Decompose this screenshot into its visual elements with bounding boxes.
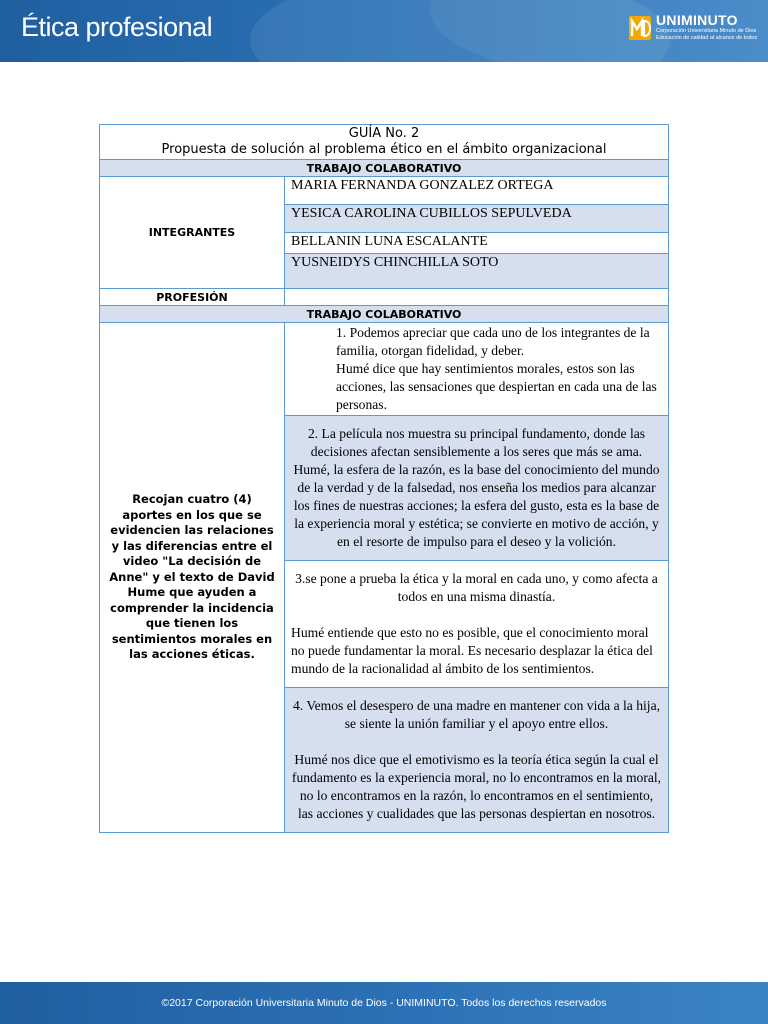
aporte-4-paragraph-2: Humé nos dice que el emotivismo es la teoría ética según la cual el fundamento es la experiencia moral, no lo encontramos en la moral, no lo encontramos en la razón, lo encontramos en el sentimiento, las acciones y cualidades que las personas despiertan en nosotros. (291, 752, 662, 821)
aporte-4 (285, 688, 669, 833)
paragraph-gap (291, 606, 662, 624)
logo-tagline-1: Corporación Universitaria Minuto de Dios (656, 28, 757, 34)
aporte-2-paragraph-1: 2. La película nos muestra su principal fundamento, donde las decisiones afectan sensiblemente a los seres que más se ama. Humé, la esfera de la razón, es la base del conocimiento del mundo de la verdad y de la falsedad, nos enseña los medios para alcanzar los fines de nuestras acciones; la esfera del gusto, esta es la base de la experiencia moral y estética; se convierte en motivo de acción, y en el resorte de impulso para el deseo y la volición. (293, 426, 660, 549)
paragraph-gap (291, 733, 662, 751)
footer-bar (0, 982, 768, 1024)
guide-number: GUÍA No. 2 (348, 126, 420, 141)
guide-title-cell (100, 125, 669, 160)
aporte-2 (285, 416, 669, 561)
header-title: Ética profesional (21, 12, 213, 42)
aporte-1-paragraph-1: 1. Podemos apreciar que cada uno de los integrantes de la familia, otorgan fidelidad, y deber. (336, 325, 650, 358)
aporte-3 (285, 561, 669, 688)
guide-table (99, 124, 669, 833)
member-name: YESICA CAROLINA CUBILLOS SEPULVEDA (285, 205, 669, 233)
profesion-value (285, 289, 669, 306)
aporte-3-paragraph-1: 3.se pone a prueba la ética y la moral en cada uno, y como afecta a todos en una misma dinastía. (295, 571, 658, 604)
assignment-question: Recojan cuatro (4) aportes en los que se evidencien las relaciones y las diferencias entre el video "La decisión de Anne" y el texto de David Hume que ayuden a comprender la incidencia que tienen los sentimientos morales en las acciones éticas. (100, 323, 285, 833)
guide-subtitle: Propuesta de solución al problema ético en el ámbito organizacional (161, 142, 607, 157)
member-name: MARIA FERNANDA GONZALEZ ORTEGA (285, 177, 669, 205)
aporte-1-paragraph-2: Humé dice que hay sentimientos morales, estos son las acciones, las sensaciones que despiertan en cada una de las personas. (336, 361, 657, 412)
header-bar (0, 0, 768, 62)
member-name: YUSNEIDYS CHINCHILLA SOTO (285, 254, 669, 289)
logo-tagline-2: Educación de calidad al alcance de todos (656, 35, 758, 41)
aporte-4-paragraph-1: 4. Vemos el desespero de una madre en mantener con vida a la hija, se siente la unión familiar y el apoyo entre ellos. (292, 698, 661, 731)
section-header: TRABAJO COLABORATIVO (100, 160, 669, 177)
footer-copyright: ©2017 Corporación Universitaria Minuto de Dios - UNIMINUTO. Todos los derechos reservados (161, 997, 607, 1009)
logo-name: UNIMINUTO (656, 12, 738, 28)
md-logo-icon (628, 12, 652, 42)
section-header-2: TRABAJO COLABORATIVO (100, 306, 669, 323)
member-name: BELLANIN LUNA ESCALANTE (285, 233, 669, 254)
aporte-3-paragraph-2: Humé entiende que esto no es posible, que el conocimiento moral no puede fundamentar la moral. Es necesario desplazar la ética del mundo de la racionalidad al ámbito de los sentimientos. (291, 625, 653, 676)
profesion-label: PROFESIÓN (100, 289, 285, 306)
uniminuto-logo (628, 12, 758, 48)
integrantes-label: INTEGRANTES (100, 177, 285, 289)
aporte-1 (285, 323, 669, 416)
